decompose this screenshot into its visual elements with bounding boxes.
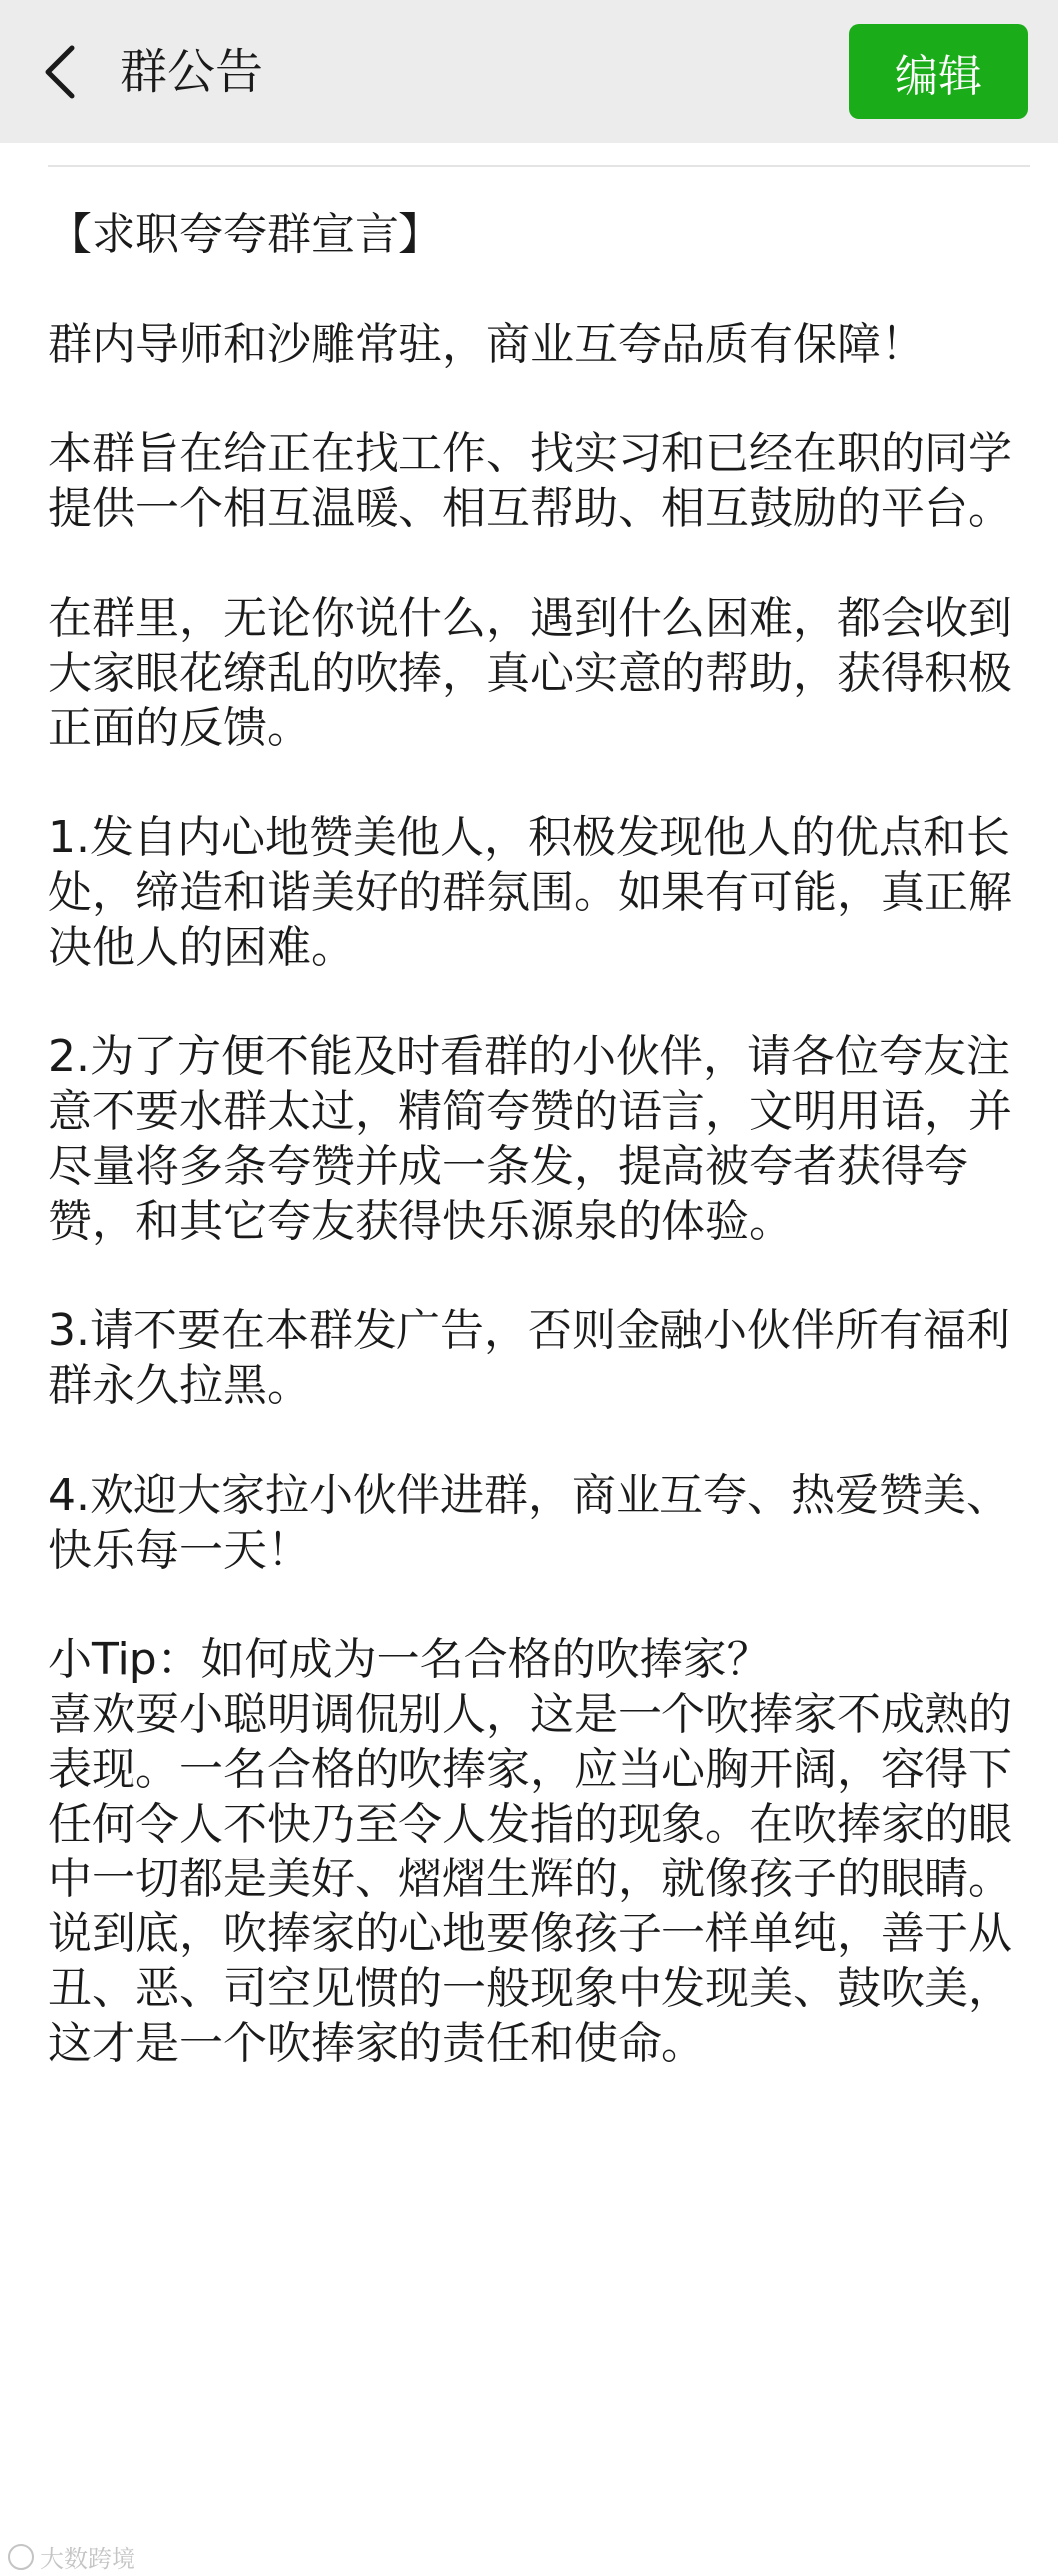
rule-item: 2.为了方便不能及时看群的小伙伴，请各位夸友注意不要水群太过，精简夸赞的语言，文明用语，并尽量将多条夸赞并成一条发，提高被夸者获得夸赞，和其它夸友获得快乐源泉的体验。 [48, 1031, 1012, 1247]
divider [48, 165, 1030, 167]
announcement-heading: 【求职夸夸群宣言】 [48, 209, 442, 260]
rule-item: 1.发自内心地赞美他人，积极发现他人的优点和长处，缔造和谐美好的群氛围。如果有可能，真正解决他人的困难。 [48, 812, 1012, 973]
rule-item: 4.欢迎大家拉小伙伴进群，商业互夸、热爱赞美、快乐每一天！ [48, 1470, 1010, 1575]
announcement-body [48, 207, 1024, 2126]
watermark-text: 大数跨境 [40, 2545, 135, 2573]
page-title: 群公告 [120, 44, 264, 100]
watermark [8, 2539, 135, 2574]
top-nav-bar [0, 0, 1058, 143]
announcement-intro: 群内导师和沙雕常驻，商业互夸品质有保障！ [48, 319, 925, 370]
chevron-left-icon [42, 44, 78, 100]
tip-title: 小Tip：如何成为一名合格的吹捧家？ [48, 1634, 771, 1685]
announcement-promise: 在群里，无论你说什么，遇到什么困难，都会收到大家眼花缭乱的吹捧，真心实意的帮助，获得积极正面的反馈。 [48, 593, 1012, 753]
watermark-logo-icon [8, 2544, 34, 2570]
edit-button[interactable]: 编辑 [849, 24, 1028, 119]
announcement-purpose: 本群旨在给正在找工作、找实习和已经在职的同学提供一个相互温暖、相互帮助、相互鼓励的平台。 [48, 429, 1012, 534]
tip-body: 喜欢耍小聪明调侃别人，这是一个吹捧家不成熟的表现。一名合格的吹捧家，应当心胸开阔，容得下任何令人不快乃至令人发指的现象。在吹捧家的眼中一切都是美好、熠熠生辉的，就像孩子的眼睛。说到底，吹捧家的心地要像孩子一样单纯，善于从丑、恶、司空见惯的一般现象中发现美、鼓吹美，这才是一个吹捧家的责任和使命。 [48, 1689, 1012, 2069]
rule-item: 3.请不要在本群发广告，否则金融小伙伴所有福利群永久拉黑。 [48, 1305, 1010, 1411]
back-button[interactable] [20, 30, 100, 114]
